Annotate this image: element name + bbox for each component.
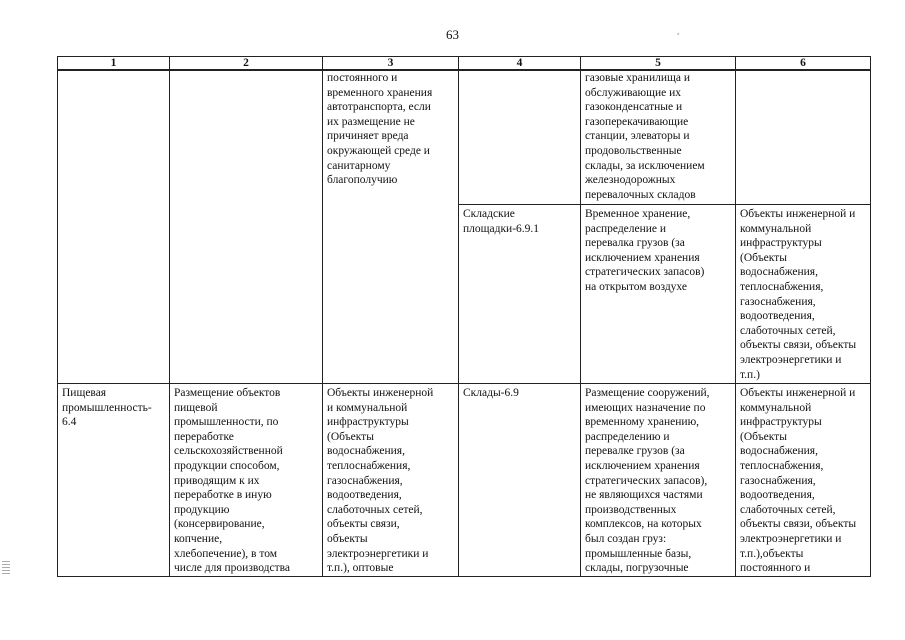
cell-text: Объекты инженерной и коммунальной инфраструктуры (Объекты водоснабжения, теплоснабжения, газоснабжения, водоотведения, слаботочных сетей, объекты связи, объекты электроэнергетики и т.п.),объекты постоянного и	[740, 387, 857, 575]
cell-text: Пищевая промышленность- 6.4	[62, 387, 152, 429]
table-cell	[459, 70, 581, 205]
column-header-5: 5	[581, 57, 736, 71]
table-cell	[459, 384, 581, 577]
cell-text: Размещение объектов пищевой промышленности, по переработке сельскохозяйственной продукции способом, приводящим к их переработке в иную продукцию (консервирование, копчение, хлебопечение), в том числе для производства	[174, 387, 290, 575]
cell-text: постоянного и временного хранения автотранспорта, если их размещение не причиняет вреда окружающей среде и санитарному благополучию	[327, 72, 433, 187]
cell-text: Объекты инженерной и коммунальной инфраструктуры (Объекты водоснабжения, теплоснабжения, газоснабжения, водоотведения, слаботочных сетей, объекты связи, объекты электроэнергетики и т.п.), оптовые	[327, 387, 434, 575]
table-cell	[323, 70, 459, 384]
column-header-6: 6	[736, 57, 871, 71]
table-cell	[58, 384, 170, 577]
column-header-4: 4	[459, 57, 581, 71]
table-cell	[58, 70, 170, 384]
table-cell	[581, 384, 736, 577]
column-header-1: 1	[58, 57, 170, 71]
cell-text: Склады-6.9	[463, 387, 519, 399]
land-use-table	[57, 56, 871, 577]
table-cell	[581, 70, 736, 205]
cell-text: Объекты инженерной и коммунальной инфраструктуры (Объекты водоснабжения, теплоснабжения, газоснабжения, водоотведения, слаботочных сетей, объекты связи, объекты электроэнергетики и т.п.)	[740, 208, 857, 381]
table-cell	[323, 384, 459, 577]
cell-text: газовые хранилища и обслуживающие их газоконденсатные и газоперекачивающие станции, элеваторы и продовольственные склады, за исключением железнодорожных перевалочных складов	[585, 72, 705, 201]
table-cell	[736, 205, 871, 384]
column-header-2: 2	[170, 57, 323, 71]
scan-speck: ᶺ	[677, 30, 680, 39]
column-header-3: 3	[323, 57, 459, 71]
table-cell	[459, 205, 581, 384]
table-cell	[170, 384, 323, 577]
page-number: 63	[446, 27, 459, 42]
table-cell	[736, 384, 871, 577]
scan-margin-mark	[2, 561, 10, 575]
table-row	[58, 70, 871, 205]
table-row	[58, 384, 871, 577]
header-row	[58, 57, 871, 71]
cell-text: Размещение сооружений, имеющих назначение по временному хранению, распределению и перевалке грузов (за исключением хранения стратегических запасов), не являющихся частями производственных комплексов, на которых был создан груз: промышленные базы, склады, погрузочные	[585, 387, 710, 575]
table-cell	[581, 205, 736, 384]
table-cell	[170, 70, 323, 384]
table-cell	[736, 70, 871, 205]
cell-text: Временное хранение, распределение и перевалка грузов (за исключением хранения стратегических запасов) на открытом воздухе	[585, 208, 705, 293]
cell-text: Складские площадки-6.9.1	[463, 208, 540, 235]
